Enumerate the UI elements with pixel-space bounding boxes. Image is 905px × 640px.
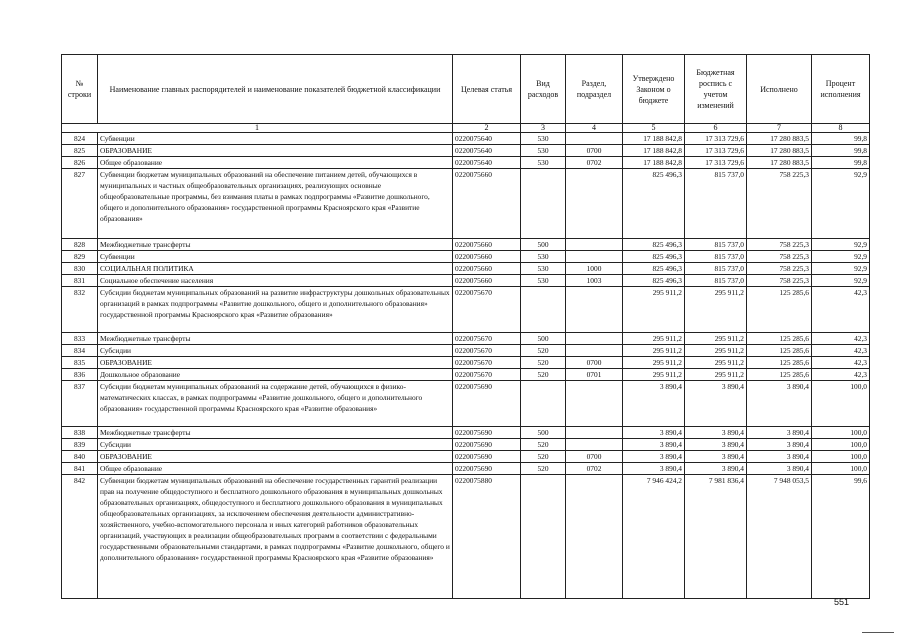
executed-cell: 125 285,6 (747, 287, 812, 333)
section-cell (566, 133, 623, 145)
percent-cell: 92,9 (812, 169, 870, 239)
percent-cell: 100,0 (812, 381, 870, 427)
row-name-cell: Межбюджетные трансферты (98, 333, 453, 345)
table-row (62, 263, 870, 275)
target-item-cell: 0220075660 (453, 239, 521, 251)
executed-cell: 125 285,6 (747, 357, 812, 369)
approved-cell: 295 911,2 (623, 287, 685, 333)
column-number: 7 (747, 124, 812, 133)
section-cell (566, 427, 623, 439)
row-name-cell: Общее образование (98, 463, 453, 475)
row-name-cell: Субсидии (98, 439, 453, 451)
row-name-cell: Межбюджетные трансферты (98, 239, 453, 251)
percent-cell: 99,8 (812, 157, 870, 169)
executed-cell: 758 225,3 (747, 251, 812, 263)
approved-cell: 295 911,2 (623, 333, 685, 345)
executed-cell: 758 225,3 (747, 275, 812, 287)
column-number: 4 (566, 124, 623, 133)
percent-cell: 99,8 (812, 133, 870, 145)
percent-cell: 100,0 (812, 427, 870, 439)
row-number-cell: 826 (62, 157, 98, 169)
row-name-cell: Субвенции бюджетам муниципальных образований на обеспечение государственных гарантий реализации прав на получение общедоступного и бесплатного дошкольного образования в муниципальных дошкольных образовательных организациях, общедоступного и бесплатного дошкольного образования в муниципальных общеобразовательных организациях, за исключением обеспечения деятельности административно-хозяйственного, учебно-вспомогательного персонала и иных категорий работников образовательных организаций, участвующих в реализации общеобразовательных программ в соответствии с федеральными государственными образовательными стандартами, в рамках подпрограммы «Развитие дошкольного, общего и дополнительного образования» государственной программы Красноярского края «Развитие образования» (98, 475, 453, 599)
approved-cell: 3 890,4 (623, 381, 685, 427)
row-number-cell: 830 (62, 263, 98, 275)
approved-cell: 825 496,3 (623, 239, 685, 251)
row-number-cell: 836 (62, 369, 98, 381)
section-cell (566, 251, 623, 263)
target-item-cell: 0220075690 (453, 463, 521, 475)
table-row (62, 239, 870, 251)
target-item-cell: 0220075690 (453, 451, 521, 463)
percent-cell: 100,0 (812, 439, 870, 451)
target-item-cell: 0220075690 (453, 439, 521, 451)
row-number-cell: 840 (62, 451, 98, 463)
row-name-cell: ОБРАЗОВАНИЕ (98, 451, 453, 463)
target-item-cell: 0220075690 (453, 427, 521, 439)
executed-cell: 17 280 883,5 (747, 133, 812, 145)
column-number: 2 (453, 124, 521, 133)
target-item-cell: 0220075670 (453, 357, 521, 369)
row-number-cell: 839 (62, 439, 98, 451)
target-item-cell: 0220075670 (453, 345, 521, 357)
column-number: 3 (521, 124, 566, 133)
header-row (62, 55, 870, 124)
budget-schedule-cell: 3 890,4 (685, 439, 747, 451)
percent-cell: 100,0 (812, 451, 870, 463)
section-cell: 1003 (566, 275, 623, 287)
row-number-cell: 832 (62, 287, 98, 333)
expense-type-cell: 530 (521, 251, 566, 263)
percent-cell: 92,9 (812, 275, 870, 287)
row-name-cell: Субвенции (98, 251, 453, 263)
expense-type-cell: 520 (521, 357, 566, 369)
section-cell (566, 345, 623, 357)
approved-cell: 295 911,2 (623, 345, 685, 357)
target-item-cell: 0220075670 (453, 287, 521, 333)
percent-cell: 42,3 (812, 333, 870, 345)
percent-cell: 92,9 (812, 239, 870, 251)
executed-cell: 125 285,6 (747, 345, 812, 357)
header-section: Раздел, подраздел (566, 55, 623, 124)
row-number-cell: 831 (62, 275, 98, 287)
percent-cell: 42,3 (812, 287, 870, 333)
budget-schedule-cell: 815 737,0 (685, 275, 747, 287)
expense-type-cell (521, 475, 566, 599)
expense-type-cell: 500 (521, 333, 566, 345)
row-name-cell: Субсидии бюджетам муниципальных образований на развитие инфраструктуры дошкольных образовательных организаций в рамках подпрограммы «Развитие дошкольного, общего и дополнительного образования» государственной программы Красноярского края «Развитие образования» (98, 287, 453, 333)
expense-type-cell: 530 (521, 145, 566, 157)
row-number-cell: 835 (62, 357, 98, 369)
executed-cell: 3 890,4 (747, 463, 812, 475)
approved-cell: 3 890,4 (623, 463, 685, 475)
table-row (62, 475, 870, 599)
budget-schedule-cell: 815 737,0 (685, 251, 747, 263)
section-cell: 0700 (566, 451, 623, 463)
row-name-cell: ОБРАЗОВАНИЕ (98, 357, 453, 369)
header-executed: Исполнено (747, 55, 812, 124)
table-row (62, 381, 870, 427)
percent-cell: 42,3 (812, 345, 870, 357)
executed-cell: 7 948 053,5 (747, 475, 812, 599)
budget-schedule-cell: 295 911,2 (685, 345, 747, 357)
section-cell (566, 239, 623, 251)
header-percent: Процент исполнения (812, 55, 870, 124)
row-number-cell: 825 (62, 145, 98, 157)
header-budget-schedule: Бюджетная роспись с учетом изменений (685, 55, 747, 124)
row-name-cell: Дошкольное образование (98, 369, 453, 381)
budget-schedule-cell: 815 737,0 (685, 239, 747, 251)
row-name-cell: Общее образование (98, 157, 453, 169)
approved-cell: 7 946 424,2 (623, 475, 685, 599)
row-number-cell: 837 (62, 381, 98, 427)
row-name-cell: Межбюджетные трансферты (98, 427, 453, 439)
approved-cell: 3 890,4 (623, 451, 685, 463)
expense-type-cell (521, 169, 566, 239)
expense-type-cell: 520 (521, 451, 566, 463)
expense-type-cell: 530 (521, 133, 566, 145)
header-row-no: № строки (62, 55, 98, 124)
percent-cell: 99,6 (812, 475, 870, 599)
row-name-cell: Субвенции (98, 133, 453, 145)
approved-cell: 825 496,3 (623, 275, 685, 287)
section-cell: 0701 (566, 369, 623, 381)
executed-cell: 125 285,6 (747, 333, 812, 345)
section-cell (566, 475, 623, 599)
table-row (62, 451, 870, 463)
table-row (62, 169, 870, 239)
header-approved: Утверждено Законом о бюджете (623, 55, 685, 124)
target-item-cell: 0220075660 (453, 263, 521, 275)
executed-cell: 17 280 883,5 (747, 145, 812, 157)
executed-cell: 758 225,3 (747, 169, 812, 239)
budget-schedule-cell: 295 911,2 (685, 287, 747, 333)
expense-type-cell: 500 (521, 427, 566, 439)
expense-type-cell: 520 (521, 369, 566, 381)
budget-schedule-cell: 17 313 729,6 (685, 133, 747, 145)
executed-cell: 3 890,4 (747, 439, 812, 451)
table-row (62, 333, 870, 345)
approved-cell: 825 496,3 (623, 169, 685, 239)
row-number-cell: 834 (62, 345, 98, 357)
executed-cell: 3 890,4 (747, 427, 812, 439)
row-number-cell: 841 (62, 463, 98, 475)
budget-schedule-cell: 3 890,4 (685, 381, 747, 427)
footer-rule (862, 632, 894, 633)
budget-schedule-cell: 295 911,2 (685, 333, 747, 345)
approved-cell: 3 890,4 (623, 427, 685, 439)
row-number-cell: 828 (62, 239, 98, 251)
approved-cell: 17 188 842,8 (623, 145, 685, 157)
section-cell (566, 169, 623, 239)
expense-type-cell (521, 287, 566, 333)
target-item-cell: 0220075660 (453, 275, 521, 287)
row-number-cell: 829 (62, 251, 98, 263)
approved-cell: 17 188 842,8 (623, 133, 685, 145)
expense-type-cell: 520 (521, 463, 566, 475)
budget-schedule-cell: 295 911,2 (685, 357, 747, 369)
table-row (62, 357, 870, 369)
row-name-cell: Социальное обеспечение населения (98, 275, 453, 287)
row-number-cell: 824 (62, 133, 98, 145)
executed-cell: 125 285,6 (747, 369, 812, 381)
section-cell: 1000 (566, 263, 623, 275)
table-row (62, 157, 870, 169)
section-cell: 0700 (566, 145, 623, 157)
header-name: Наименование главных распорядителей и наименование показателей бюджетной классификации (98, 55, 453, 124)
approved-cell: 825 496,3 (623, 263, 685, 275)
approved-cell: 295 911,2 (623, 369, 685, 381)
page-number: 551 (834, 597, 850, 607)
percent-cell: 92,9 (812, 263, 870, 275)
row-number-cell: 838 (62, 427, 98, 439)
table-row (62, 463, 870, 475)
section-cell: 0702 (566, 157, 623, 169)
target-item-cell: 0220075670 (453, 333, 521, 345)
expense-type-cell: 530 (521, 157, 566, 169)
column-number: 6 (685, 124, 747, 133)
percent-cell: 42,3 (812, 357, 870, 369)
section-cell: 0700 (566, 357, 623, 369)
table-row (62, 287, 870, 333)
percent-cell: 42,3 (812, 369, 870, 381)
budget-schedule-cell: 3 890,4 (685, 427, 747, 439)
header-expense-type: Вид расходов (521, 55, 566, 124)
target-item-cell: 0220075640 (453, 133, 521, 145)
column-number: 1 (62, 124, 453, 133)
section-cell (566, 381, 623, 427)
column-number: 5 (623, 124, 685, 133)
row-name-cell: Субвенции бюджетам муниципальных образований на обеспечение питанием детей, обучающихся в муниципальных и частных общеобразовательных организациях, реализующих основные общеобразовательные программы, без взимания платы в рамках подпрограммы «Развитие дошкольного, общего и дополнительного образования» государственной программы Красноярского края «Развитие образования» (98, 169, 453, 239)
expense-type-cell: 520 (521, 345, 566, 357)
table-row (62, 345, 870, 357)
row-number-cell: 827 (62, 169, 98, 239)
target-item-cell: 0220075670 (453, 369, 521, 381)
percent-cell: 92,9 (812, 251, 870, 263)
approved-cell: 17 188 842,8 (623, 157, 685, 169)
row-name-cell: ОБРАЗОВАНИЕ (98, 145, 453, 157)
budget-schedule-cell: 815 737,0 (685, 263, 747, 275)
row-number-cell: 833 (62, 333, 98, 345)
target-item-cell: 0220075660 (453, 251, 521, 263)
table-row (62, 133, 870, 145)
target-item-cell: 0220075660 (453, 169, 521, 239)
row-name-cell: СОЦИАЛЬНАЯ ПОЛИТИКА (98, 263, 453, 275)
budget-schedule-cell: 7 981 836,4 (685, 475, 747, 599)
section-cell: 0702 (566, 463, 623, 475)
row-name-cell: Субсидии (98, 345, 453, 357)
executed-cell: 758 225,3 (747, 263, 812, 275)
budget-schedule-cell: 815 737,0 (685, 169, 747, 239)
column-number-row (62, 124, 870, 133)
approved-cell: 3 890,4 (623, 439, 685, 451)
header-target-item: Целевая статья (453, 55, 521, 124)
approved-cell: 825 496,3 (623, 251, 685, 263)
percent-cell: 99,8 (812, 145, 870, 157)
column-number: 8 (812, 124, 870, 133)
table-row (62, 275, 870, 287)
expense-type-cell: 530 (521, 275, 566, 287)
row-number-cell: 842 (62, 475, 98, 599)
section-cell (566, 439, 623, 451)
budget-schedule-cell: 17 313 729,6 (685, 157, 747, 169)
executed-cell: 3 890,4 (747, 381, 812, 427)
budget-schedule-cell: 17 313 729,6 (685, 145, 747, 157)
table-row (62, 251, 870, 263)
table-row (62, 439, 870, 451)
budget-schedule-cell: 3 890,4 (685, 463, 747, 475)
percent-cell: 100,0 (812, 463, 870, 475)
expense-type-cell: 500 (521, 239, 566, 251)
expense-type-cell: 520 (521, 439, 566, 451)
section-cell (566, 333, 623, 345)
executed-cell: 17 280 883,5 (747, 157, 812, 169)
expense-type-cell: 530 (521, 263, 566, 275)
approved-cell: 295 911,2 (623, 357, 685, 369)
target-item-cell: 0220075690 (453, 381, 521, 427)
executed-cell: 758 225,3 (747, 239, 812, 251)
executed-cell: 3 890,4 (747, 451, 812, 463)
table-row (62, 369, 870, 381)
budget-schedule-cell: 3 890,4 (685, 451, 747, 463)
table-row (62, 145, 870, 157)
expense-type-cell (521, 381, 566, 427)
table-row (62, 427, 870, 439)
target-item-cell: 0220075640 (453, 157, 521, 169)
target-item-cell: 0220075640 (453, 145, 521, 157)
row-name-cell: Субсидии бюджетам муниципальных образований на содержание детей, обучающихся в физико-математических классах, в рамках подпрограммы «Развитие дошкольного, общего и дополнительного образования» государственной программы Красноярского края «Развитие образования» (98, 381, 453, 427)
target-item-cell: 0220075880 (453, 475, 521, 599)
budget-schedule-cell: 295 911,2 (685, 369, 747, 381)
budget-execution-table (61, 54, 870, 599)
section-cell (566, 287, 623, 333)
